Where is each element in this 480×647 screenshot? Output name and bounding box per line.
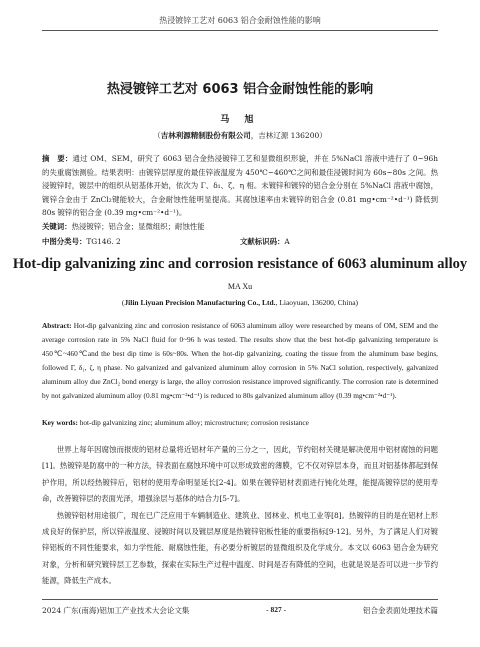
header-rule [42,30,438,31]
clc-label: 中图分类号： [42,237,87,246]
english-keywords [42,416,438,430]
footer-rule [42,599,438,600]
chinese-title: 热浸镀锌工艺对 6063 铝合金耐蚀性能的影响 [106,82,374,97]
body-paragraph: 热镀锌铝材用途很广，现在已广泛应用于车辆制造业、建筑业、园林业、机电工业等[8]。热镀锌的目的是在铝材上形成良好的保护层，所以锌液温度、浸镀时间以及镀层厚度是热镀锌铝板性能的重要指标[9-12]。另外，为了满足人们对镀锌铝板的不同性能要求，如力学性能、耐腐蚀性能，有必要分析镀层的显微组织及化学成分。本文以 6063 铝合金为研究对象，分析和研究镀锌层工艺参数，探索在实际生产过程中温度、时间是否有降低的空间，也就是说是否可以进一步节约能源，降低生产成本。 [42,510,438,586]
clc-value: TG146. 2 [86,237,121,246]
footer-section: 铝合金表面处理技术篇 [362,606,438,615]
chinese-author: 马 旭 [220,115,260,125]
english-affiliation [0,298,480,307]
keywords-text-en: hot-dip galvanizing zinc; aluminum alloy; microstructure; corrosion resistance [79,418,309,427]
keywords-label-en: Key words: [42,418,78,427]
affiliation-org-en: Jilin Liyuan Precision Manufacturing Co., Ltd. [124,298,276,307]
chinese-abstract [42,152,438,220]
keywords-label: 关键词： [42,222,72,231]
affiliation-rest-en: , Liaoyuan, 136200, China) [275,298,359,307]
english-abstract [42,319,438,403]
abstract-text: 通过 OM、SEM，研究了 6063 铝合金热浸镀锌工艺和显微组织形貌，并在 5%NaCl 溶液中进行了 0~96h 的失重腐蚀测验。结果表明：由镀锌层厚度的最佳锌液温度为 450℃~460℃之间和最佳浸镀时间为 60s~80s 之间。热浸镀锌时，镀层中的组织从铝基体开始，依次为 Γ、δ₁、ζ、η 相。未镀锌和镀锌的铝合金分别在 5%NaCl 溶液中腐蚀，镀锌合金由于 ZnCl₂键能较大，合金耐蚀性能明显提高。其腐蚀速率由未镀锌的铝合金 (0.81 mg•cm⁻²•d⁻¹) 降低到 80s 镀锌的铝合金 (0.39 mg•cm⁻²•d⁻¹)。 [42,154,438,218]
chinese-affiliation [0,130,480,141]
english-title: Hot-dip galvanizing zinc and corrosion resistance of 6063 aluminum alloy [12,256,468,272]
body-paragraph: 世界上每年因腐蚀而报废的铝材总量将近铝材年产量的三分之一，因此，节约铝材关键是解决使用中铝材腐蚀的问题[1]。热镀锌是防腐中的一种方法，锌表面在腐蚀环境中可以形成致密的薄膜，它不仅对锌层本身，而且对铝基体都起到保护作用，所以经热镀锌后，铝材的使用寿命明显延长[2-4]。如果在镀锌铝材表面进行钝化处理，能提高镀锌层的使用寿命，改善镀锌层的表面光泽，增强涂层与基体的结合力[5-7]。 [42,445,438,504]
abstract-label-en: Abstract: [42,321,72,330]
english-author: MA Xu [227,282,253,291]
abstract-label: 摘 要： [42,154,73,163]
body-text [42,442,438,590]
affiliation-open: （ [153,131,161,140]
abstract-text-en: Hot-dip galvanizing zinc and corrosion resistance of 6063 aluminum alloy were researched by means of OM, SEM and the average corrosion rate in 5% NaCl fluid for 0~96 h was tested. The results show that the best hot-dip galvanizing temperature is 450℃~460℃and the best dip time is 60s~80s. When the hot-dip galvanizing, coating the tissue from the aluminum base begins, followed Γ, δ₁, ζ, η phase. No galvanized and galvanized aluminum alloy corrosion in 5% NaCl solution, respectively, galvanized aluminum alloy due ZnCl₂ bond energy is large, the alloy corrosion resistance improved significantly. The corrosion rate is determined by not galvanized aluminum alloy (0.81 mg•cm⁻²•d⁻¹) is reduced to 80s galvanized aluminum alloy (0.39 mg•cm⁻²•d⁻¹). [42,321,438,400]
document-code [240,235,438,249]
clc-number [42,235,240,249]
page-footer [42,605,438,616]
running-head: 热浸镀锌工艺对 6063 铝合金耐蚀性能的影响 [159,16,321,25]
affiliation-open-en: ( [121,298,125,307]
keywords-text: 热浸镀锌；铝合金；显微组织；耐蚀性能 [71,222,205,231]
affiliation-org: 吉林利源精制股份有限公司 [160,131,251,140]
doc-value: A [284,237,290,246]
chinese-keywords [42,220,438,234]
affiliation-rest: ，吉林辽源 136200） [250,131,327,140]
footer-proceedings: 2024 广东(南海)铝加工产业技术大会论文集 [42,606,190,615]
classification-row [42,235,438,249]
doc-label: 文献标识码： [240,237,285,246]
page-number: - 827 - [266,605,287,614]
